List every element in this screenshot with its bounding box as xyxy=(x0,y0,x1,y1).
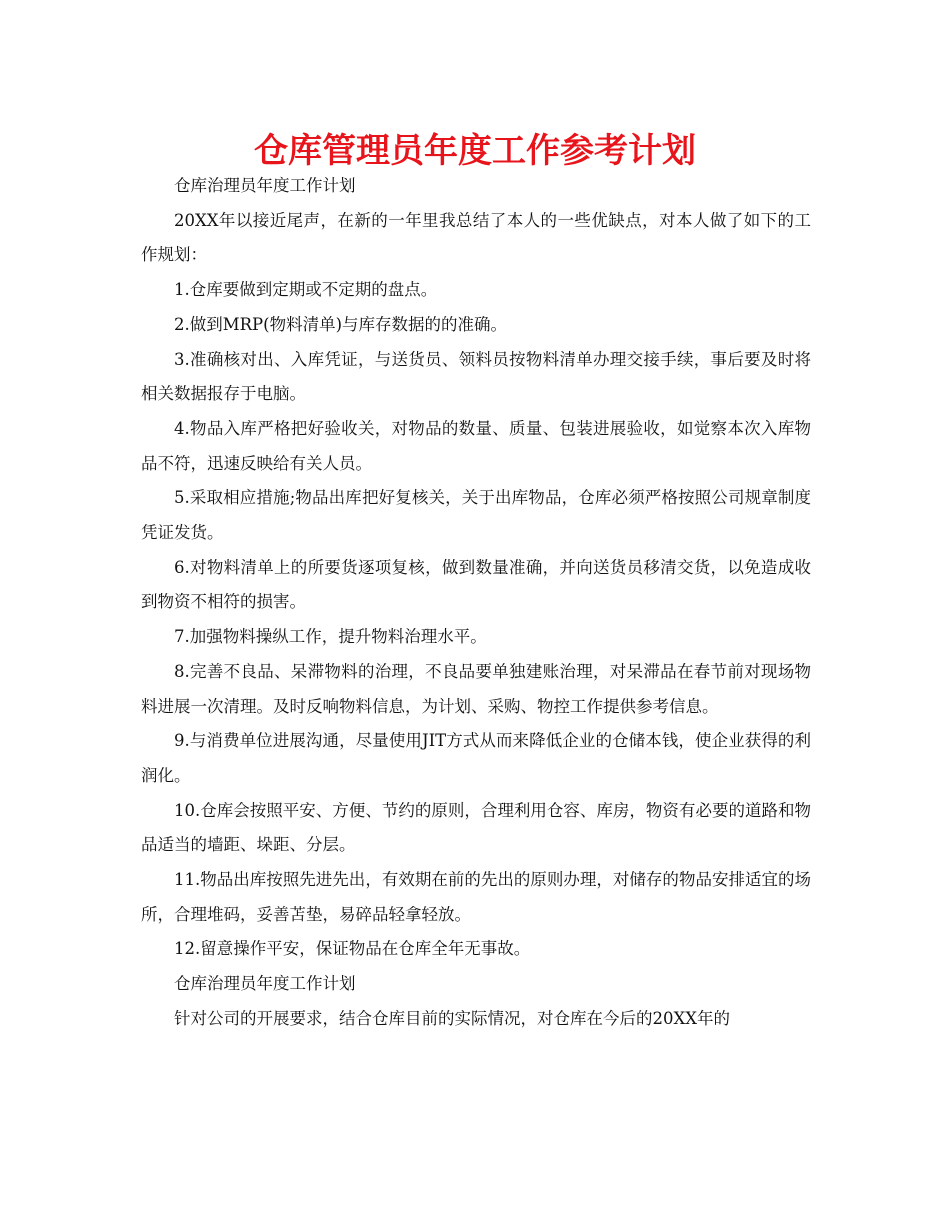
paragraph: 3.准确核对出、入库凭证，与送货员、领料员按物料清单办理交接手续，事后要及时将相关数据报存于电脑。 xyxy=(141,349,811,404)
paragraph: 4.物品入库严格把好验收关，对物品的数量、质量、包装进展验收，如觉察本次入库物品不符，迅速反映给有关人员。 xyxy=(141,418,811,473)
paragraph: 6.对物料清单上的所要货逐项复核，做到数量准确，并向送货员移清交货，以免造成收到物资不相符的损害。 xyxy=(141,557,811,612)
paragraph: 8.完善不良品、呆滞物料的治理，不良品要单独建账治理，对呆滞品在春节前对现场物料进展一次清理。及时反响物料信息，为计划、采购、物控工作提供参考信息。 xyxy=(141,661,811,716)
paragraph: 7.加强物料操纵工作，提升物料治理水平。 xyxy=(174,627,487,647)
document-title: 仓库管理员年度工作参考计划 xyxy=(254,131,696,171)
document-body xyxy=(141,169,811,1037)
paragraph: 仓库治理员年度工作计划 xyxy=(174,176,356,195)
paragraph: 10.仓库会按照平安、方便、节约的原则，合理利用仓容、库房，物资有必要的道路和物品适当的墙距、垛距、分层。 xyxy=(141,800,811,855)
paragraph: 5.采取相应措施;物品出库把好复核关，关于出库物品，仓库必须严格按照公司规章制度凭证发货。 xyxy=(141,488,811,543)
paragraph: 针对公司的开展要求，结合仓库目前的实际情况，对仓库在今后的20XX年的 xyxy=(174,1008,730,1028)
paragraph: 2.做到MRP(物料清单)与库存数据的的准确。 xyxy=(174,314,508,334)
paragraph: 仓库治理员年度工作计划 xyxy=(174,974,356,994)
paragraph: 1.仓库要做到定期或不定期的盘点。 xyxy=(174,280,438,300)
paragraph: 9.与消费单位进展沟通，尽量使用JIT方式从而来降低企业的仓储本钱，使企业获得的利润化。 xyxy=(141,731,811,785)
paragraph: 11.物品出库按照先进先出，有效期在前的先出的原则办理，对储存的物品安排适宜的场所，合理堆码，妥善苫垫，易碎品轻拿轻放。 xyxy=(141,870,811,924)
paragraph: 12.留意操作平安，保证物品在仓库全年无事故。 xyxy=(174,939,531,959)
paragraph: 20XX年以接近尾声，在新的一年里我总结了本人的一些优缺点，对本人做了如下的工作规划： xyxy=(141,210,811,265)
